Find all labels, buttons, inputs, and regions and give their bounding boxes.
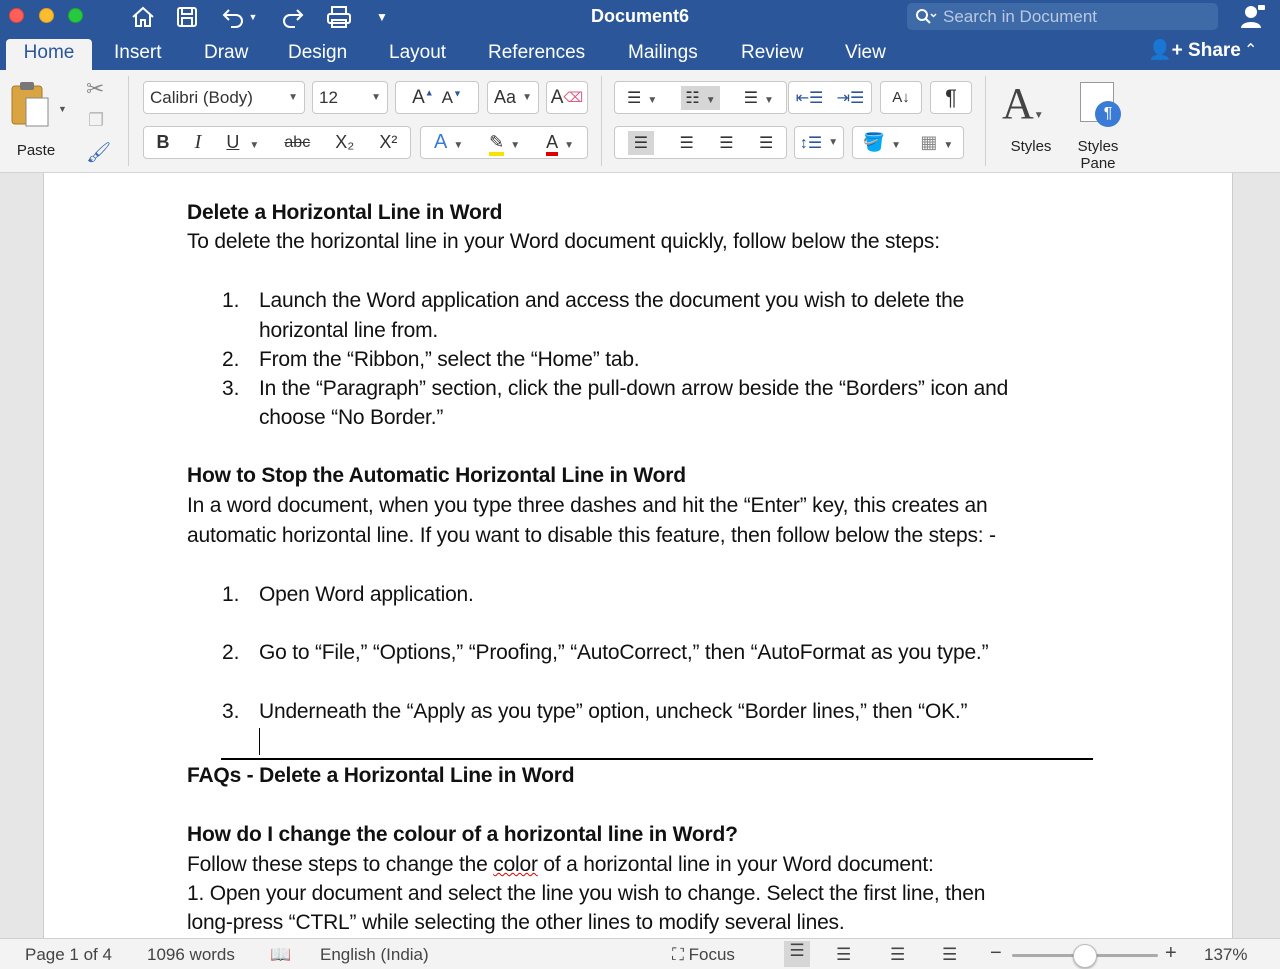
cut-icon[interactable]: ✂: [86, 76, 105, 101]
close-window-button[interactable]: [9, 8, 24, 23]
focus-icon: ⛶: [672, 945, 684, 964]
decrease-font-size-icon[interactable]: A▼: [441, 87, 462, 107]
list-item: Launch the Word application and access the document you wish to delete the: [259, 289, 965, 312]
text-style-buttons: [143, 126, 411, 159]
language-indicator[interactable]: English (India): [320, 945, 429, 964]
list-item: In the “Paragraph” section, click the pull-down arrow beside the “Borders” icon and: [259, 377, 1009, 400]
ribbon-separator: [601, 76, 602, 166]
text-cursor: [259, 728, 260, 755]
tab-design[interactable]: Design: [288, 42, 348, 63]
tab-view[interactable]: View: [845, 42, 886, 63]
list-item: From the “Ribbon,” select the “Home” tab.: [259, 348, 640, 371]
clipboard-icon: [10, 80, 50, 128]
text-effects-icon[interactable]: A ▼: [433, 131, 464, 153]
shading-borders-buttons: [852, 126, 964, 159]
status-bar: [0, 938, 1280, 969]
heading-faqs: FAQs - Delete a Horizontal Line in Word: [187, 764, 575, 787]
styles-gallery-icon: A▼: [1002, 79, 1044, 128]
text-color-buttons: [420, 126, 588, 159]
title-bar: [0, 0, 1280, 34]
line-spacing-icon[interactable]: ↕☰ ▼: [794, 126, 844, 159]
heading-change-colour: How do I change the colour of a horizontal line in Word?: [187, 823, 738, 846]
paragraph: 1. Open your document and select the line you wish to change. Select the first line, then: [187, 882, 986, 905]
customize-toolbar-icon[interactable]: ▼: [376, 10, 388, 24]
print-layout-icon[interactable]: ☰: [784, 941, 810, 967]
list-number: 1.: [222, 583, 240, 606]
redo-icon[interactable]: [278, 4, 306, 30]
outline-view-icon[interactable]: ☰: [890, 945, 906, 964]
list-number: 1.: [222, 289, 240, 312]
sort-icon[interactable]: A↓: [880, 81, 922, 114]
show-formatting-marks-icon[interactable]: ¶: [930, 81, 972, 114]
zoom-level[interactable]: 137%: [1204, 945, 1248, 964]
underline-button[interactable]: U ▼: [226, 132, 260, 152]
horizontal-line[interactable]: [221, 758, 1093, 760]
copy-icon[interactable]: ❐: [88, 110, 105, 130]
tab-home[interactable]: Home: [6, 39, 92, 70]
heading-delete-line: Delete a Horizontal Line in Word: [187, 201, 503, 224]
align-right-icon[interactable]: ☰: [719, 134, 734, 152]
tab-layout[interactable]: Layout: [389, 42, 447, 63]
tab-references[interactable]: References: [488, 42, 586, 63]
change-case-icon[interactable]: Aa ▼: [487, 81, 539, 114]
undo-icon[interactable]: ▼: [218, 4, 260, 30]
alignment-buttons: [614, 126, 787, 159]
font-size-select[interactable]: 12 ▼: [312, 81, 388, 114]
home-icon[interactable]: [128, 4, 158, 30]
ribbon-separator: [128, 76, 129, 166]
collapse-ribbon-icon[interactable]: ⌃: [1244, 42, 1258, 59]
styles-pane-icon: ¶: [1080, 82, 1114, 122]
subscript-button[interactable]: X₂: [335, 132, 355, 152]
superscript-button[interactable]: X²: [379, 132, 398, 152]
add-person-icon: 👤+: [1148, 40, 1183, 61]
search-input[interactable]: [943, 7, 1203, 27]
paragraph: To delete the horizontal line in your Word document quickly, follow below the steps:: [187, 230, 940, 253]
document-area[interactable]: [0, 173, 1280, 938]
paragraph: automatic horizontal line. If you want to disable this feature, then follow below the steps: -: [187, 524, 996, 547]
bold-button[interactable]: B: [156, 132, 170, 152]
justify-icon[interactable]: ☰: [758, 134, 774, 152]
save-icon[interactable]: [173, 4, 201, 30]
tab-draw[interactable]: Draw: [204, 42, 249, 63]
proofing-icon[interactable]: 📖: [270, 945, 292, 964]
share-button[interactable]: 👤+ Share: [1148, 40, 1241, 61]
italic-button[interactable]: I: [194, 131, 202, 153]
minimize-window-button[interactable]: [39, 8, 54, 23]
strikethrough-button[interactable]: abc: [284, 133, 311, 151]
paragraph: In a word document, when you type three dashes and hit the “Enter” key, this creates an: [187, 494, 988, 517]
list-number: 2.: [222, 348, 240, 371]
document-title: Document6: [590, 6, 689, 26]
ribbon-tabs: [0, 34, 1280, 70]
list-buttons: [614, 81, 787, 114]
indent-buttons: [788, 81, 872, 114]
tab-insert[interactable]: Insert: [114, 42, 162, 63]
tab-mailings[interactable]: Mailings: [628, 42, 698, 63]
clear-formatting-icon[interactable]: A ⌫: [546, 81, 588, 114]
align-left-icon[interactable]: ☰: [628, 131, 654, 155]
bullets-icon[interactable]: ☰ ▼: [627, 89, 658, 107]
web-layout-icon[interactable]: ☰: [836, 945, 852, 964]
spelling-error[interactable]: color: [493, 853, 538, 876]
multilevel-list-icon[interactable]: ☰ ▼: [743, 89, 774, 107]
list-item: horizontal line from.: [259, 319, 439, 342]
draft-view-icon[interactable]: ☰: [942, 945, 958, 964]
search-icon: [915, 8, 937, 26]
ribbon-separator: [985, 76, 986, 166]
list-item: Open Word application.: [259, 583, 474, 606]
styles-button[interactable]: A▼ Styles: [1002, 79, 1052, 155]
shading-icon[interactable]: 🪣 ▼: [862, 132, 902, 152]
list-item: Underneath the “Apply as you type” option, uncheck “Border lines,” then “OK.”: [259, 700, 968, 723]
tab-review[interactable]: Review: [741, 42, 804, 63]
list-item: choose “No Border.”: [259, 406, 444, 429]
account-icon[interactable]: [1238, 4, 1268, 30]
zoom-out-icon[interactable]: −: [990, 942, 1002, 964]
styles-pane-button[interactable]: ¶ Styles Pane: [1068, 76, 1128, 172]
search-box[interactable]: [907, 3, 1218, 30]
list-number: 3.: [222, 377, 240, 400]
font-size-buttons: [395, 81, 479, 114]
borders-icon[interactable]: ▦ ▼: [920, 132, 954, 152]
heading-stop-automatic-line: How to Stop the Automatic Horizontal Line in Word: [187, 464, 686, 487]
paragraph: Follow these steps to change the color of a horizontal line in your Word document:: [187, 853, 934, 876]
zoom-in-icon[interactable]: +: [1165, 942, 1177, 964]
word-count[interactable]: 1096 words: [147, 945, 235, 964]
ribbon: [0, 70, 1280, 173]
font-color-icon[interactable]: A ▼: [546, 132, 574, 153]
increase-font-size-icon[interactable]: A▲: [412, 86, 434, 108]
paste-button[interactable]: ▼ Paste: [8, 80, 68, 160]
font-name-select[interactable]: Calibri (Body) ▼: [143, 81, 305, 114]
zoom-slider-thumb[interactable]: [1073, 944, 1097, 968]
increase-indent-icon[interactable]: ⇥☰: [836, 89, 865, 107]
document-page[interactable]: [43, 173, 1233, 938]
list-number: 2.: [222, 641, 240, 664]
focus-button[interactable]: ⛶ Focus: [672, 945, 735, 964]
numbering-icon[interactable]: ☷ ▼: [681, 86, 719, 110]
print-icon[interactable]: [324, 4, 354, 30]
format-painter-icon[interactable]: 🖌: [86, 142, 112, 164]
zoom-window-button[interactable]: [68, 8, 83, 23]
page-count[interactable]: Page 1 of 4: [25, 945, 112, 964]
align-center-icon[interactable]: ☰: [679, 134, 694, 152]
decrease-indent-icon[interactable]: ⇤☰: [795, 89, 824, 107]
list-number: 3.: [222, 700, 240, 723]
highlight-icon[interactable]: ✎ ▼: [489, 132, 520, 153]
paragraph: long-press “CTRL” while selecting the other lines to modify several lines.: [187, 911, 845, 934]
list-item: Go to “File,” “Options,” “Proofing,” “AutoCorrect,” then “AutoFormat as you type.”: [259, 641, 989, 664]
